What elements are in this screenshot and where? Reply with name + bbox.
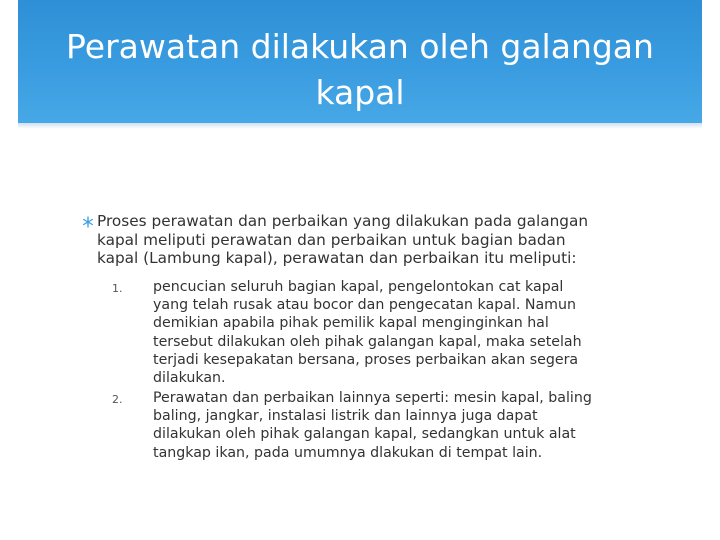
sub-item-1-line-1: pencucian seluruh bagian kapal, pengelontokan cat kapal (153, 279, 564, 295)
sub-item-number-2: 2. (112, 393, 123, 406)
sub-item-2-line-3: dilakukan oleh pihak galangan kapal, sedangkan untuk alat (153, 426, 576, 443)
main-bullet-line-2: kapal meliputi perawatan dan perbaikan untuk bagian badan (97, 230, 566, 249)
sub-item-text-1 (153, 278, 653, 387)
asterisk-bullet-icon (82, 216, 94, 228)
slide-title-line-2: kapal (315, 73, 405, 112)
sub-item-number-1: 1. (112, 282, 123, 295)
asterisk-bullet-icon-svg (82, 216, 94, 228)
main-bullet-text (97, 212, 657, 268)
sub-item-1-line-2: yang telah rusak atau bocor dan pengecatan kapal. Namun (153, 297, 576, 314)
sub-item-1-line-3: demikian apabila pihak pemilik kapal menginginkan hal (153, 315, 549, 332)
sub-item-1-line-4: tersebut dilakukan oleh pihak galangan kapal, maka setelah (153, 333, 582, 350)
sub-item-text-2 (153, 389, 653, 462)
sub-item-1-line-6: dilakukan. (153, 370, 226, 387)
sub-item-2-line-1: Perawatan dan perbaikan lainnya seperti: mesin kapal, baling (153, 390, 592, 406)
main-bullet-line-1: Proses perawatan dan perbaikan yang dilakukan pada galangan (97, 212, 589, 230)
sub-item-2-line-4: tangkap ikan, pada umumnya dlakukan di tempat lain. (153, 444, 543, 461)
slide-title-line-1: Perawatan dilakukan oleh galangan (66, 27, 654, 66)
sub-item-2-line-2: baling, jangkar, instalasi listrik dan lainnya juga dapat (153, 408, 538, 425)
main-bullet-line-3: kapal (Lambung kapal), perawatan dan perbaikan itu meliputi: (97, 249, 577, 267)
sub-item-1-line-5: terjadi kesepakatan bersana, proses perbaikan akan segera (153, 351, 579, 368)
